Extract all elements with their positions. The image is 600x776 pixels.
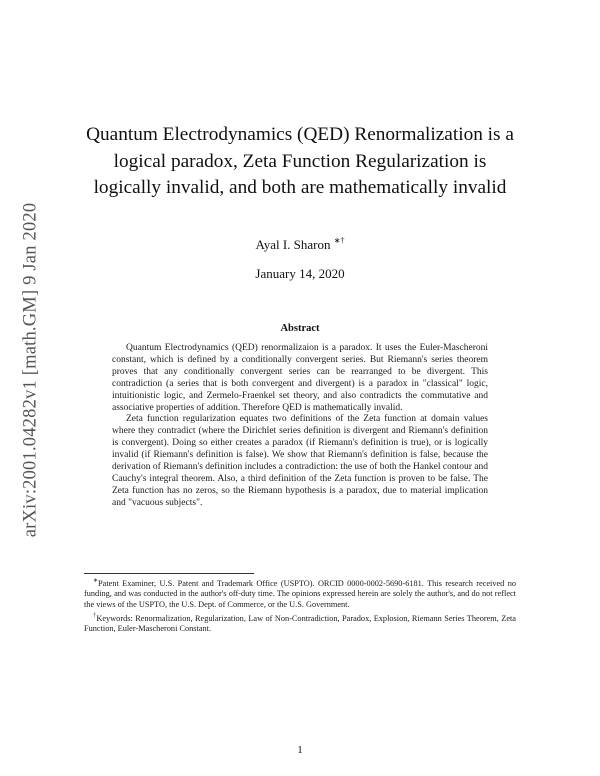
abstract-paragraph: Zeta function regularization equates two definitions of the Zeta function at domain values where they contradict (where the Dirichlet series definition is divergent and Riemann's definition is convergent). Doing so either creates a paradox (if Riemann's definition is true), or is logically invalid (if Riemann's definition is false). We show that Riemann's definition is false, because the derivation of Riemann's definition includes a contradiction: the use of both the Hankel contour and Cauchy's integral theorem. Also, a third definition of the Zeta function is proven to be false. The Zeta function has no zeros, so the Riemann hypothesis is a paradox, due to material implication and "vacuous subjects". (112, 414, 488, 508)
footnote-text: Keywords: Renormalization, Regularization, Law of Non-Contradiction, Paradox, Explosion, Riemann Series Theorem, Zeta Function, Euler-Mascheroni Constant. (84, 613, 516, 634)
paper-title: Quantum Electrodynamics (QED) Renormalization is a logical paradox, Zeta Function Regularization is logically invalid, and both are mathematically invalid (86, 124, 514, 198)
arxiv-identifier-stamp (18, 175, 44, 565)
footnotes (84, 576, 516, 635)
author-line (0, 236, 600, 253)
footnote-mark: ∗ (93, 578, 99, 584)
abstract-heading: Abstract (280, 323, 320, 334)
author-name: Ayal I. Sharon (255, 237, 331, 252)
abstract-body (112, 343, 488, 510)
footnote-item (84, 611, 516, 635)
arxiv-identifier-text: arXiv:2001.04282v1 [math.GM] 9 Jan 2020 (20, 202, 41, 538)
paper-date: January 14, 2020 (255, 266, 345, 281)
footnote-text: Patent Examiner, U.S. Patent and Trademark Office (USPTO). ORCID 0000-0002-5690-6181. This research received no funding, and was conducted in the author's off-duty time. The opinions expressed herein are solely the author's, and do not reflect the views of the USPTO, the U.S. Dept. of Commerce, or the U.S. Government. (84, 578, 516, 610)
footnote-mark: † (93, 612, 97, 619)
author-footnote-marks: ∗† (333, 236, 345, 245)
footnote-divider (84, 573, 254, 574)
page-number: 1 (297, 744, 303, 756)
footnote-item (84, 576, 516, 611)
abstract-paragraph: Quantum Electrodynamics (QED) renormalizaion is a paradox. It uses the Euler-Mascheroni constant, which is defined by a conditionally convergent series. But Riemann's series theorem proves that any conditionally convergent series can be rearranged to be divergent. This contradiction (a series that is both convergent and divergent) is a paradox in "classical" logic, intuitionistic logic, and Zermelo-Fraenkel set theory, and also contradicts the commutative and associative properties of addition. Therefore QED is mathematically invalid. (112, 343, 488, 413)
